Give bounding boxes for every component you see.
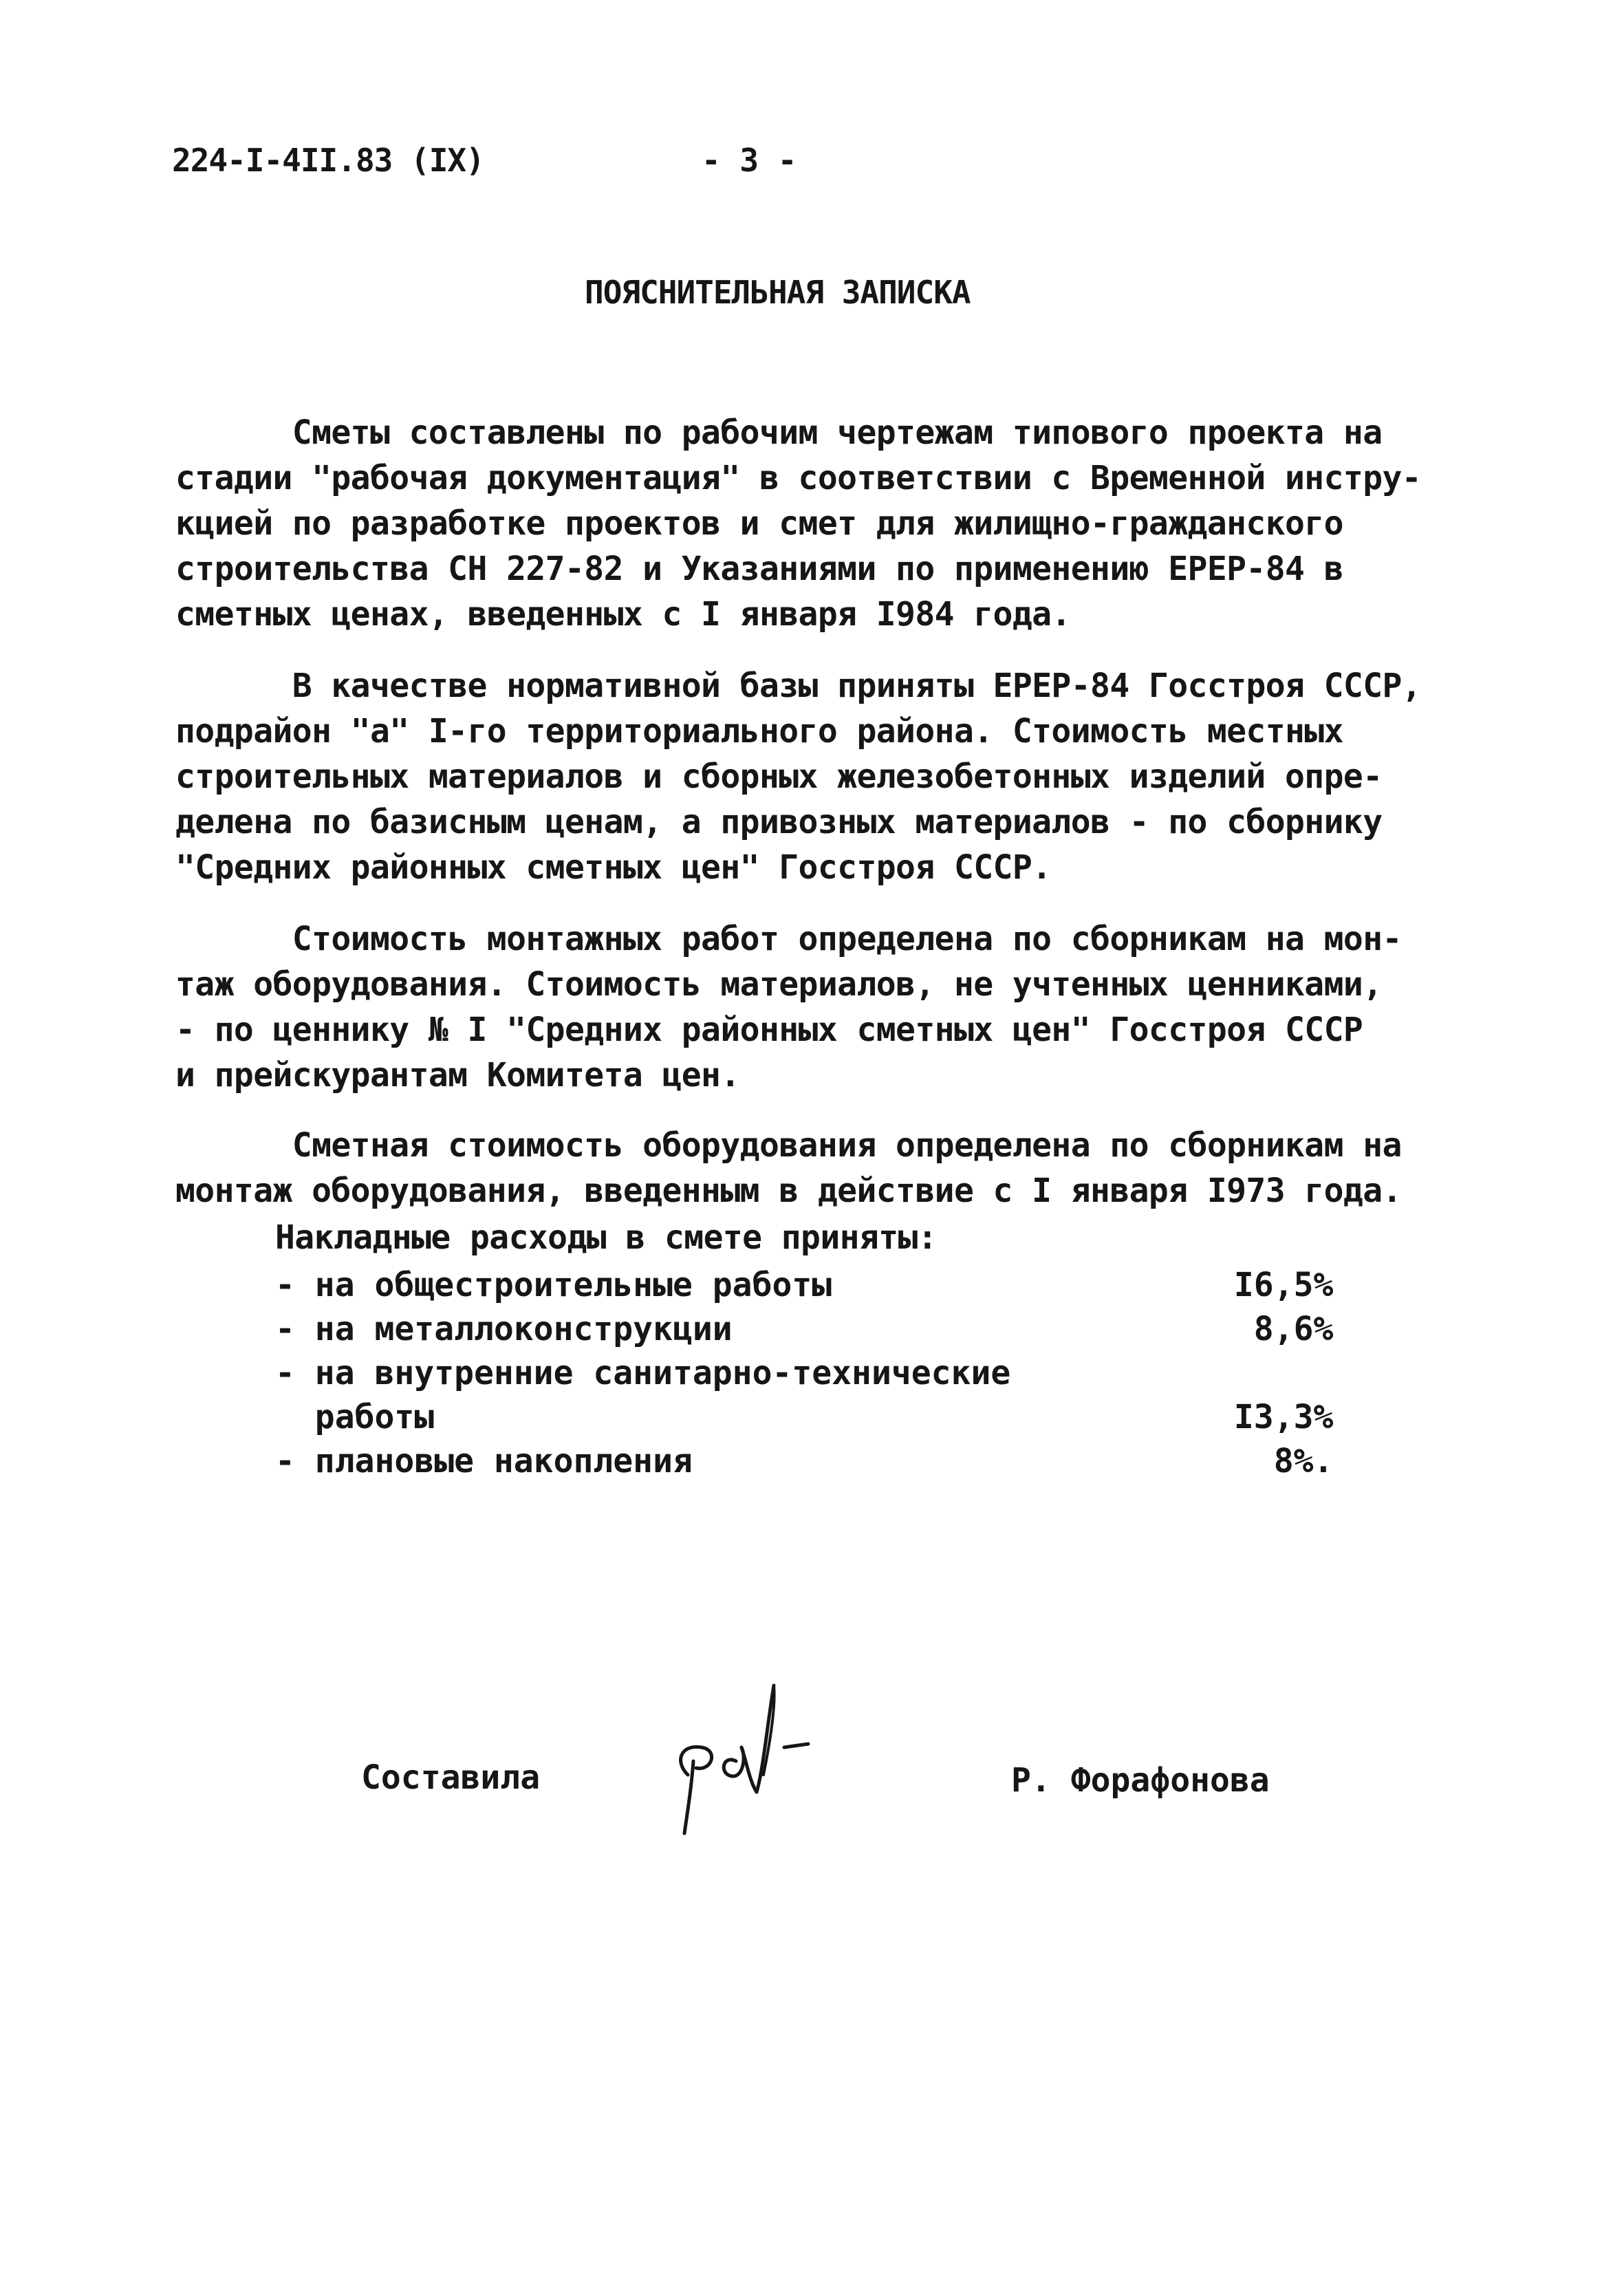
paragraph-equipment-cost: Сметная стоимость оборудования определена по сборникам на монтаж оборудования, введенным в действие с I января I973 года. [175, 1126, 1402, 1210]
document-code: 224-I-4II.83 (IX) [172, 142, 484, 179]
author-name: Р. Форафонова [1011, 1761, 1270, 1800]
paragraph-estimates-basis: Сметы составлены по рабочим чертежам типового проекта на стадии "рабочая документация" в соответствии с Временной инстру- кцией по разработке проектов и смет для жилищно-гражданского строительства СН 227-82 и Указаниями по применению ЕРЕР-84 в сметных ценах, введенных с I января I984 года. [175, 413, 1422, 634]
page-title: ПОЯСНИТЕЛЬНАЯ ЗАПИСКА [585, 274, 971, 311]
paragraph-normative-base: В качестве нормативной базы приняты ЕРЕР-84 Госстроя СССР, подрайон "а" I-го территориального района. Стоимость местных строительных материалов и сборных железобетонных изделий опре- делена по базисным ценам, а привозных материалов - по сборнику "Средних районных сметных цен" Госстроя СССР. [175, 667, 1422, 887]
overhead-value: I3,3% [1233, 1398, 1334, 1436]
overhead-label: - на внутренние санитарно-технические [275, 1354, 1011, 1392]
overhead-label: - плановые накопления [275, 1442, 693, 1480]
list-item [275, 1307, 1334, 1351]
list-item [275, 1395, 1334, 1439]
paragraph-overhead-intro: Накладные расходы в смете приняты: [275, 1218, 938, 1257]
overhead-value: 8,6% [1253, 1310, 1334, 1348]
overhead-list [275, 1263, 1334, 1483]
list-item [275, 1439, 1334, 1483]
paragraph-installation-cost: Стоимость монтажных работ определена по сборникам на мон- таж оборудования. Стоимость материалов, не учтенных ценниками, - по ценнику № I "Средних районных сметных цен" Госстроя СССР и прейскурантам Комитета цен. [175, 920, 1402, 1095]
compiled-by-label: Составила [361, 1758, 541, 1797]
overhead-value: I6,5% [1233, 1266, 1334, 1304]
list-item [275, 1351, 1011, 1395]
list-item [275, 1263, 1334, 1307]
overhead-label: работы [275, 1398, 435, 1436]
overhead-label: - на металлоконструкции [275, 1310, 733, 1348]
overhead-label: - на общестроительные работы [275, 1266, 832, 1304]
overhead-value: 8%. [1273, 1442, 1334, 1480]
page-number: - 3 - [702, 142, 797, 179]
handwritten-signature [653, 1679, 846, 1837]
